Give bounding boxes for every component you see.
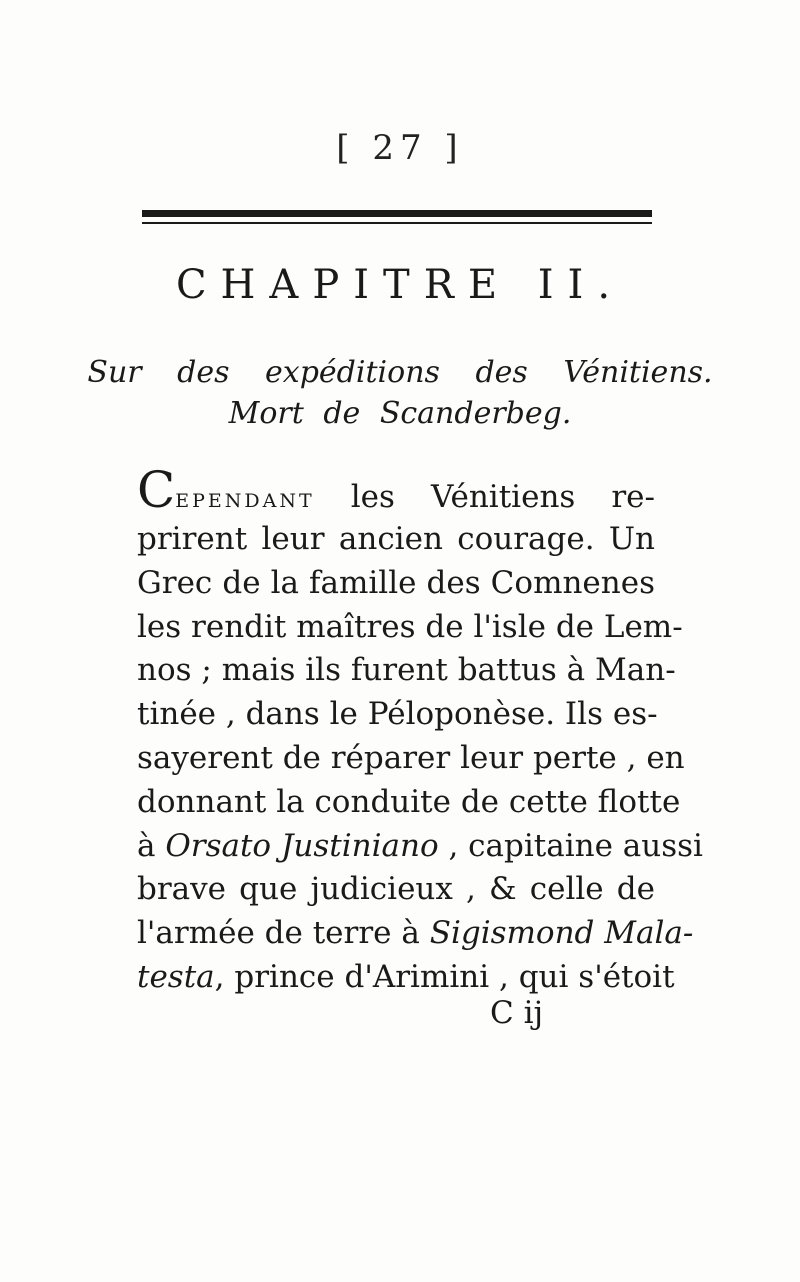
page-number: [ 27 ] (336, 128, 464, 168)
body-line (137, 956, 675, 1000)
catchword-signature: C ij (490, 995, 544, 1031)
body-line (137, 912, 694, 956)
small-caps-word: EPENDANT (175, 490, 315, 512)
body-line (137, 461, 656, 519)
chapter-title: CHAPITRE II. (175, 262, 625, 308)
chapter-subtitle-line-2: Mort de Scanderbeg. (228, 396, 572, 431)
body-line: sayerent de réparer leur perte , en (137, 739, 685, 776)
line-text: l'armée de terre à (137, 915, 430, 952)
drop-cap: C (137, 461, 176, 519)
chapter-subtitle-line-1: Sur des expéditions des Vénitiens. (87, 355, 713, 390)
body-text (137, 461, 703, 1000)
body-line: tinée , dans le Péloponèse. Ils es- (137, 696, 658, 733)
body-line: brave que judicieux , & celle de (137, 871, 655, 908)
body-line: les rendit maîtres de l'isle de Lem- (137, 608, 683, 645)
line-text: , capitaine aussi (438, 827, 703, 864)
line-text: à (137, 827, 166, 864)
italic-name: Sigismond Mala- (429, 915, 694, 952)
italic-name: Orsato Justiniano (165, 827, 439, 864)
line-text: , prince d'Arimini , qui s'étoit (214, 958, 675, 995)
body-line: prirent leur ancien courage. Un (137, 521, 655, 557)
body-line: donnant la conduite de cette flotte (137, 783, 681, 820)
body-line: Grec de la famille des Comnenes (137, 564, 655, 601)
header-rule-thick (142, 210, 652, 217)
body-line (137, 825, 703, 869)
italic-name: testa (137, 958, 215, 995)
line-text: les Vénitiens re- (350, 479, 656, 515)
header-rule-thin (142, 222, 652, 224)
body-line: nos ; mais ils furent battus à Man- (137, 652, 676, 689)
